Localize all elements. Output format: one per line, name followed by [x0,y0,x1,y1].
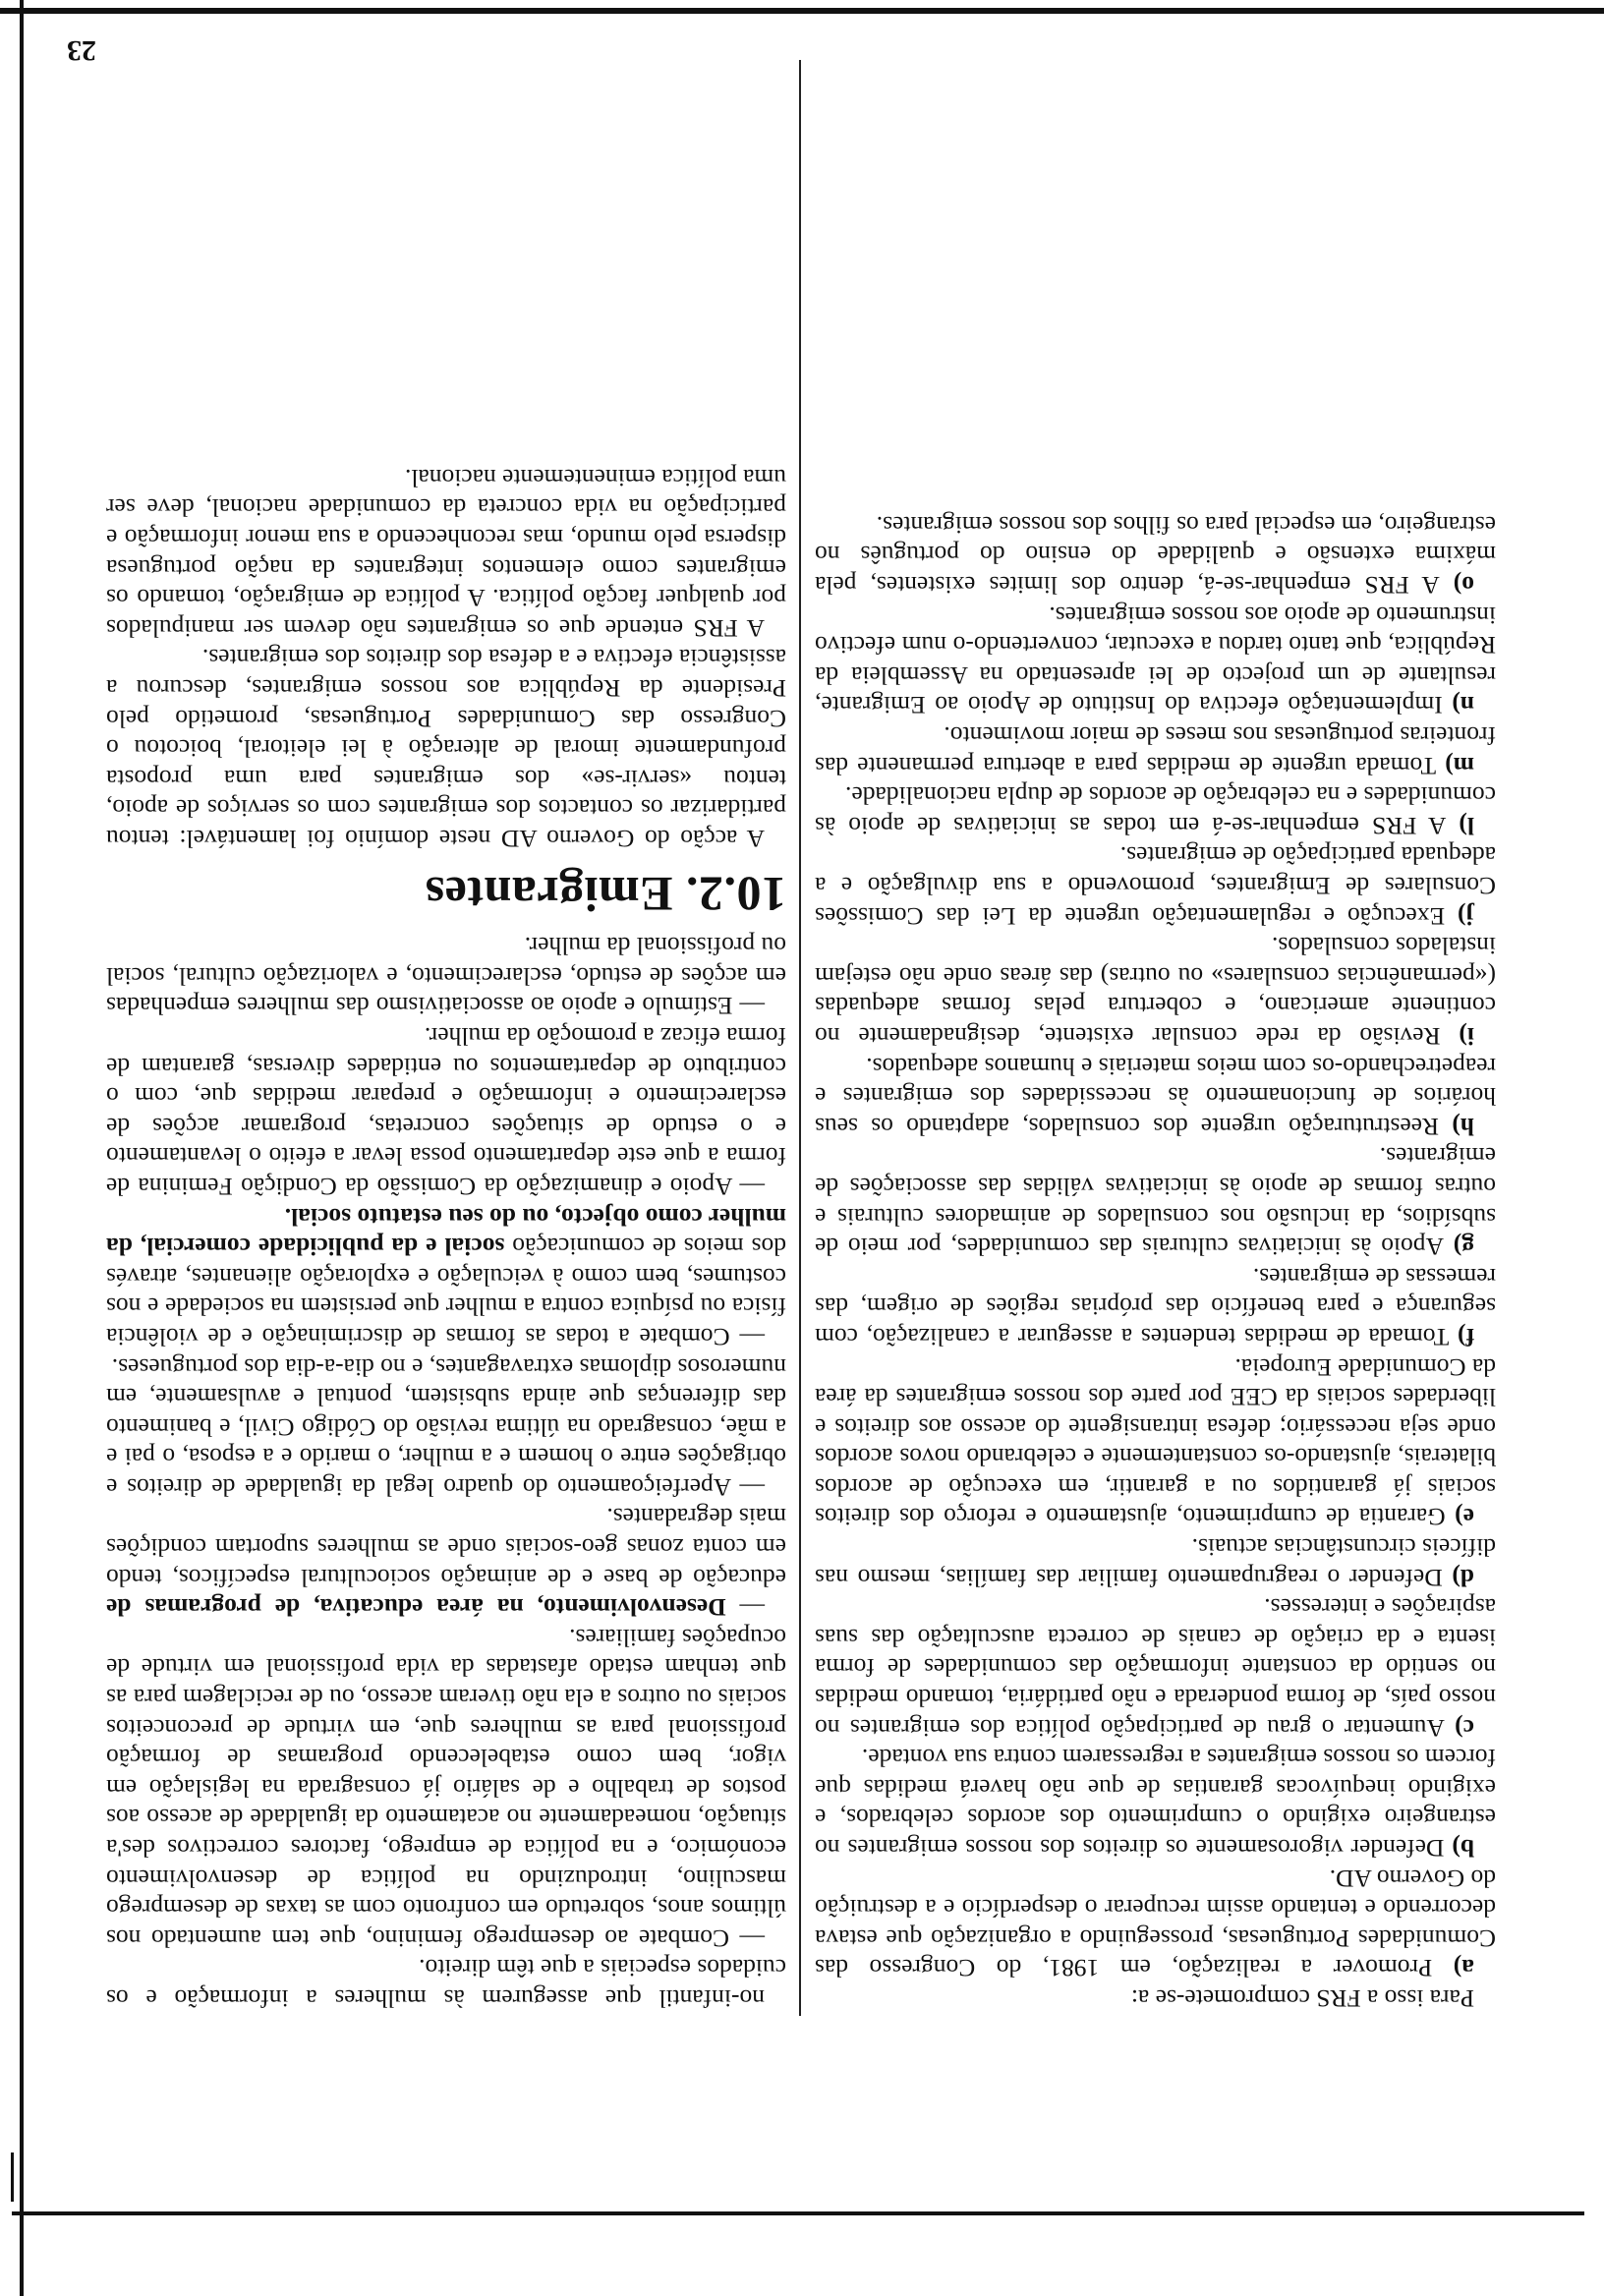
bottom-border-line [12,2211,1584,2215]
emigrants-paragraph [106,462,786,643]
item-label: j) [1445,901,1474,931]
emigrants-paragraph [106,643,786,853]
women-measure-item [106,1622,786,1953]
item-text: Para isso a FRS compromete-se a: [1130,1984,1474,2013]
item-label: d) [1442,1563,1474,1592]
item-label: h) [1439,1112,1474,1141]
item-text: Tomada de medidas tendentes a assegurar a canalização, com segurança e para benefício das próprias regiões de origem, das remessas de emigrantes. [815,1262,1496,1351]
item-text: Apoio e dinamização da Comissão da Condição Feminina de forma a que este departamento possa levar a efeito o levantamento e o estudo de situações concretas, programar acções de esclarecimento e informação e preparar medidas que, com o contributo de departamentos ou entidades diversas, garantam de forma eficaz a promoção da mulher. [105,1022,786,1201]
women-measure-item [106,1201,786,1351]
women-measure-item [106,1953,786,2013]
item-label: f) [1449,1322,1474,1351]
women-measure-item [106,1502,786,1622]
paragraph-text: A acção do Governo AD neste domínio foi lamentável: tentou partidarizar os contactos dos emigrantes com os serviços de apoio, tentou «servir-se» dos emigrantes para uma proposta profundamente imoral de alteração à lei eleitoral, boicotou o Congresso das Comunidades Portuguesas, prometido pelo Presidente da República aos nossos emigrantes, descurou a assistência efectiva e a defesa dos direitos dos emigrantes. [106,644,786,854]
commitment-item [815,1051,1496,1141]
item-text: Revisão da rede consular existente, designadamente no continente americano, e cobertura pelas formas adequadas («permanências consulares» ou outras) das áreas onde não estejam instalados consulados. [814,932,1496,1051]
commitment-item [815,931,1496,1051]
commitment-item [815,1863,1496,1982]
item-text: Combate a todas as formas de discriminação e de violência física ou psíquica contra a mulher que persistem na sociedade e nos costumes, bem como à veiculação e exploração alienantes, através dos meios de comunicação [105,1233,786,1351]
item-dash: — [731,1472,765,1502]
item-text: A FRS empenhar-se-á em todas as iniciativas de apoio às comunidades e na celebração de acordos de dupla nacionalidade. [815,781,1496,840]
item-label: e) [1445,1503,1474,1532]
commitment-item [815,1592,1496,1743]
column-women-and-emigrants [106,462,786,2013]
column-commitments [815,509,1496,2013]
column-divider-line [799,60,801,2016]
item-bold-lead: Desenvolvimento, na área educativa, de programas de [106,1593,726,1623]
item-bold-tail: social e da publicidade comercial, da mulher como objecto, ou do seu estatuto social. [106,1202,786,1262]
item-text: educação de base e de animação sociocultural específicos, tendo em conta zonas geo-sociais onde as mulheres suportam condições mais degradantes. [106,1503,786,1592]
section-heading: 10.2. Emigrantes [425,866,786,922]
item-text: Apoio às iniciativas culturais das comunidades, por meio de subsídios, da inclusão nos consulados de animadores culturais e outras formas de apoio às iniciativas válidas das associações de emigrantes. [815,1142,1496,1262]
page-number: 23 [67,34,96,67]
paragraph-text: A FRS entende que os emigrantes não devem ser manipulados por qualquer facção política. A política de emigração, tomando os emigrantes como elementos integrantes da nação portuguesa dispersa pelo mundo, mas reconhecendo a sua menor informação e participação na vida concreta da comunidade nacional, deve ser uma política eminentemente nacional. [106,463,786,643]
item-dash: — [729,1322,765,1351]
item-text: Defender o reagrupamento familiar das famílias, mesmo nas difíceis circunstâncias actuais. [815,1533,1496,1592]
item-label: b) [1444,1834,1474,1864]
item-label: a) [1432,1954,1474,1983]
item-text: Aumentar o grau de participação política dos emigrantes no nosso país, de forma ponderada e não partidária, tomando medidas no sentido da constante informação das comunidades de forma isenta e da criação de canais de correcta auscultação das suas aspirações e interesses. [815,1593,1496,1743]
item-text: Aperfeiçoamento do quadro legal da igualdade de direitos e obrigações entre o homem e a mulher, o marido e a esposa, o pai e a mãe, consagrado na última revisão do Código Civil, e banimento das diferenças que ainda subsistem, pontual e avulsamente, em numerosos diplomas extravagantes, e no dia-a-dia dos portugueses. [106,1352,786,1502]
item-dash: — [725,1593,765,1623]
left-edge-line [20,0,24,2296]
item-label: o) [1439,571,1474,601]
item-dash: — [732,1172,765,1201]
commitment-item [815,840,1496,931]
item-text: Reestruturação urgente dos consulados, adaptando os seus horários de funcionamento às necessidades dos emigrantes e reapetrechando-os com meios materiais e humanos adequados. [815,1052,1496,1141]
commitment-item [815,1261,1496,1351]
item-text: Estímulo e apoio ao associativismo das mulheres empenhadas em acções de estudo, esclarecimento, e valorização cultural, social ou profissional da mulher. [106,932,786,1021]
item-label: n) [1442,691,1474,720]
item-dash: — [728,1923,765,1953]
bottom-scan-mark [11,2152,14,2202]
item-text: A FRS empenhar-se-á, dentro dos limites existentes, pela máxima extensão e qualidade do ensino do português no estrangeiro, em especial para os filhos dos nossos emigrantes. [815,510,1496,601]
item-dash: — [732,992,765,1021]
item-text: Garantia de cumprimento, ajustamento e reforço dos direitos sociais já garantidos ou a garantir, em execução de acordos bilaterais, ajustando-os constantemente e celebrando novos acordos onde seja necessário; defesa intransigente do acesso aos direitos e liberdades sociais da CEE por parte dos nossos emigrantes da área da Comunidade Europeia. [814,1352,1496,1532]
item-label: i) [1440,1022,1474,1051]
item-text: Execução e regulamentação urgente da Lei das Comissões Consulares de Emigrantes, promovendo a sua divulgação e a adequada participação de emigrantes. [815,841,1496,931]
item-label: l) [1446,811,1474,840]
item-label: g) [1443,1233,1474,1262]
commitment-item [815,780,1496,840]
item-text: Defender vigorosamente os direitos dos nossos emigrantes no estrangeiro exigindo o cumprimento dos acordos celebrados, e exigindo inequívocas garantias de que não haverá medidas que forcem os nossos emigrantes a regressarem contra sua vontade. [815,1744,1496,1864]
item-label: m) [1436,751,1474,780]
women-measure-item [106,1351,786,1502]
commitment-item [815,1532,1496,1592]
commitment-item [815,509,1496,600]
item-text: Promover a realização, em 1981, do Congresso das Comunidades Portuguesas, prosseguindo a organização que estava decorrendo e tentando assim recuperar o desperdício e a destruição do Governo AD. [815,1864,1496,1983]
item-text: no-infantil que assegurem às mulheres a informação e os cuidados especiais a que têm direito. [106,1954,786,2013]
women-measure-item [106,931,786,1021]
commitment-item [815,1351,1496,1532]
item-text: Implementação efectiva do Instituto de Apoio ao Emigrante, resultante de um projecto de lei apresentado na Assembleia da República, que tanto tardou a executar, convertendo-o num efectivo instrumento de apoio aos nossos emigrantes. [815,601,1496,720]
item-label: c) [1444,1713,1474,1743]
commitment-item [815,719,1496,779]
item-text: Tomada urgente de medidas para a abertura permanente das fronteiras portuguesas nos meses de maior movimento. [815,721,1496,780]
commitment-item [815,1982,1496,2013]
item-text: Combate ao desemprego feminino, que tem aumentado nos últimos anos, sobretudo em confronto com as taxas de desemprego masculino, introduzindo na política de desenvolvimento económico, e na política de emprego, factores correctivos des'a situação, nomeadamente no acatamento da igualdade de acesso aos postos de trabalho e de salário já consagrada na legislação em vigor, bem como estabelecendo programas de formação profissional para as mulheres que, em virtude de preconceitos sociais ou outros a ela não tiveram acesso, ou de reciclagem para as que tenham estado afastadas da vida profissional em virtude de ocupações familiares. [106,1623,786,1953]
women-measure-item [106,1020,786,1201]
commitment-item [815,600,1496,719]
top-border-line [0,8,1604,14]
commitment-item [815,1743,1496,1863]
commitment-item [815,1141,1496,1261]
